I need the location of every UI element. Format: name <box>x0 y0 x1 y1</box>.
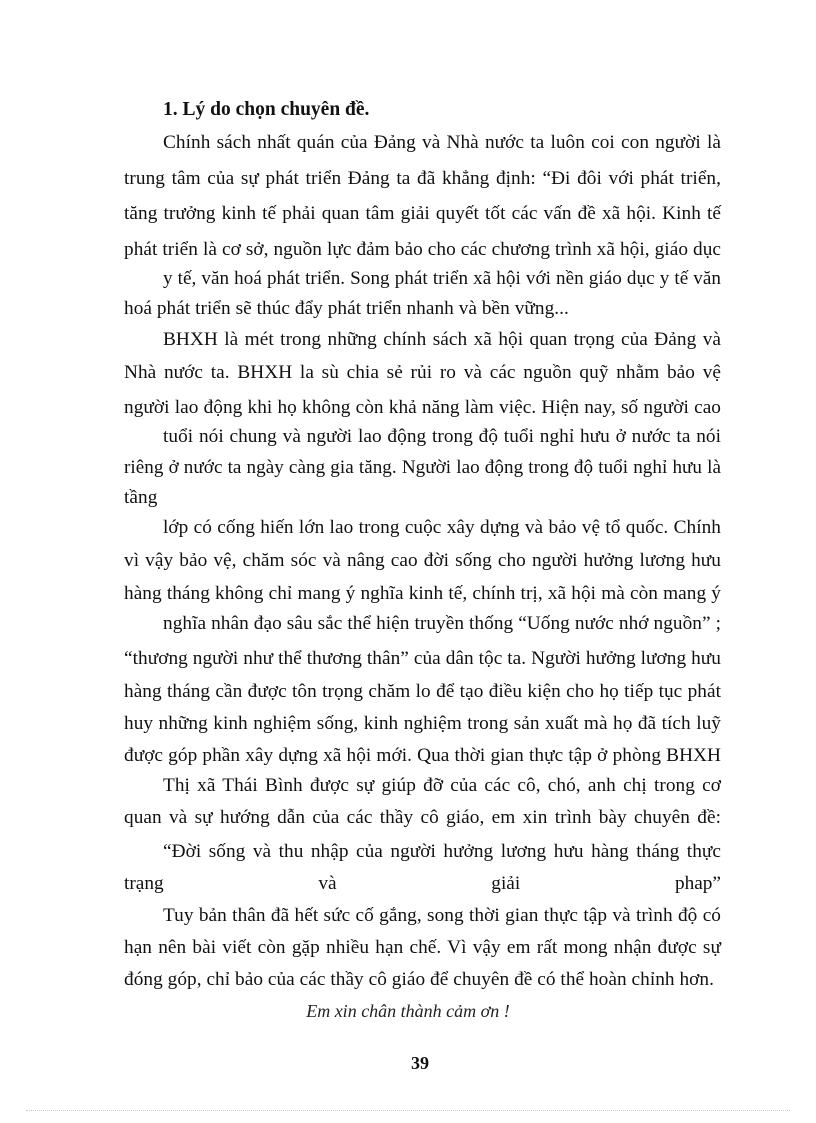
body-line-9: người lao động khi họ không còn khả năng làm việc. Hiện nay, số người cao <box>124 397 721 418</box>
body-line-4: phát triển là cơ sở, nguồn lực đảm bảo cho các chương trình xã hội, giáo dục <box>124 239 721 260</box>
body-line-18: hàng tháng cần được tôn trọng chăm lo để tạo điều kiện cho họ tiếp tục phát <box>124 681 721 702</box>
body-line-5: y tế, văn hoá phát triển. Song phát triển xã hội với nền giáo dục y tế văn <box>163 268 721 289</box>
body-line-26: hạn nên bài viết còn gặp nhiều hạn chế. Vì vậy em rất mong nhận được sự <box>124 937 721 958</box>
body-line-14: vì vậy bảo vệ, chăm sóc và nâng cao đời sống cho người hưởng lương hưu <box>124 550 721 571</box>
body-line-16: nghĩa nhân đạo sâu sắc thể hiện truyền thống “Uống nước nhớ nguồn” ; <box>163 613 721 634</box>
body-line-22: quan và sự hướng dẫn của các thầy cô giáo, em xin trình bày chuyên đề: <box>124 807 721 828</box>
page-number: 39 <box>411 1053 429 1073</box>
body-line-10: tuổi nói chung và người lao động trong độ tuổi nghỉ hưu ở nước ta nói <box>163 426 721 447</box>
body-line-7: BHXH là mét trong những chính sách xã hội quan trọng của Đảng và <box>163 329 721 350</box>
body-line-12: tầng <box>124 487 158 508</box>
body-line-20: được góp phần xây dựng xã hội mới. Qua thời gian thực tập ở phòng BHXH <box>124 745 721 766</box>
body-line-1: Chính sách nhất quán của Đảng và Nhà nước ta luôn coi con người là <box>163 132 721 153</box>
body-line-2: trung tâm của sự phát triển Đảng ta đã khẳng định: “Đi đôi với phát triển, <box>124 168 721 189</box>
body-line-27: đóng góp, chỉ bảo của các thầy cô giáo để chuyên đề có thể hoàn chỉnh hơn. <box>124 969 714 990</box>
footer-divider <box>26 1110 790 1111</box>
body-line-13: lớp có cống hiến lớn lao trong cuộc xây dựng và bảo vệ tổ quốc. Chính <box>163 517 721 538</box>
body-line-15: hàng tháng không chỉ mang ý nghĩa kinh tế, chính trị, xã hội mà còn mang ý <box>124 583 721 604</box>
body-line-11: riêng ở nước ta ngày càng gia tăng. Người lao động trong độ tuổi nghỉ hưu là <box>124 457 721 478</box>
body-line-3: tăng trưởng kinh tế phải quan tâm giải quyết tốt các vấn đề xã hội. Kinh tế <box>124 203 721 224</box>
body-line-25: Tuy bản thân đã hết sức cố gắng, song thời gian thực tập và trình độ có <box>163 905 721 926</box>
section-heading: 1. Lý do chọn chuyên đề. <box>163 99 370 120</box>
closing-thanks: Em xin chân thành cảm ơn ! <box>306 1001 510 1021</box>
body-line-19: huy những kinh nghiệm sống, kinh nghiệm trong sản xuất mà họ đã tích luỹ <box>124 713 721 734</box>
body-line-6: hoá phát triển sẽ thúc đẩy phát triển nhanh và bền vững... <box>124 298 569 319</box>
body-line-24: trạng và giải phap” <box>124 873 721 894</box>
body-line-21: Thị xã Thái Bình được sự giúp đỡ của các cô, chó, anh chị trong cơ <box>163 775 721 796</box>
body-line-8: Nhà nước ta. BHXH la sù chia sẻ rủi ro và các nguồn quỹ nhằm bảo vệ <box>124 362 721 383</box>
body-line-17: “thương người như thể thương thân” của dân tộc ta. Người hưởng lương hưu <box>124 648 721 669</box>
body-line-23: “Đời sống và thu nhập của người hưởng lương hưu hàng tháng thực <box>163 841 721 862</box>
